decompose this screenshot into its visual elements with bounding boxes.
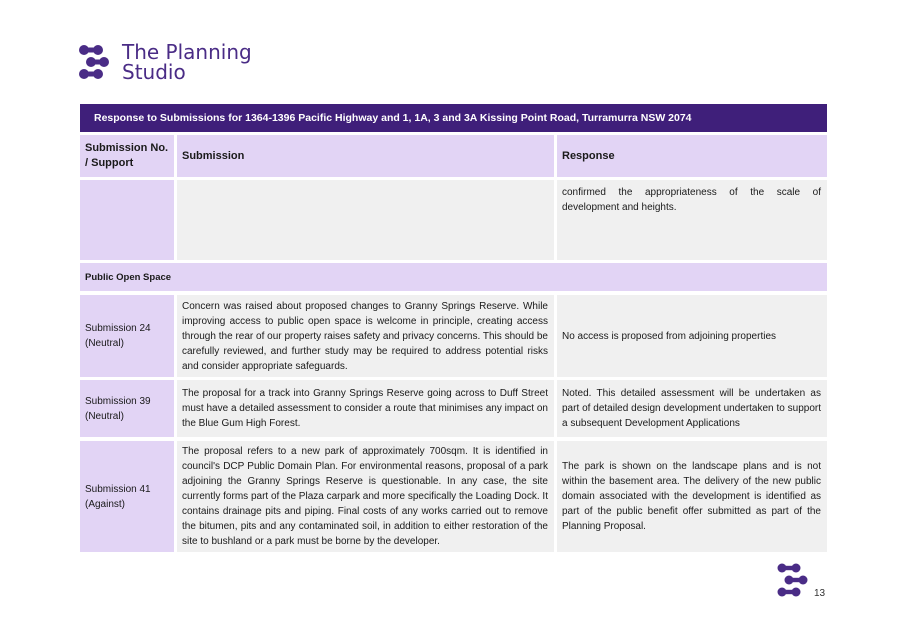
response-text: No access is proposed from adjoining properties bbox=[557, 295, 827, 377]
submission-stance: (Neutral) bbox=[85, 338, 124, 349]
section-title: Public Open Space bbox=[80, 263, 827, 291]
company-logo bbox=[78, 42, 252, 82]
continued-row-submission bbox=[177, 180, 554, 260]
submission-id: Submission 24 bbox=[85, 323, 151, 334]
submission-stance: (Neutral) bbox=[85, 410, 124, 422]
response-text: Noted. This detailed assessment will be undertaken as part of detailed design development undertaken to support a subsequent Development Applications bbox=[557, 380, 827, 437]
header-submission-no: Submission No. / Support bbox=[80, 135, 174, 177]
footer-logo-mark-icon bbox=[775, 562, 815, 598]
logo-line-1: The Planning bbox=[122, 40, 252, 64]
submission-text: The proposal refers to a new park of approximately 700sqm. It is identified in council's DCP Public Domain Plan. For environmental reasons, proposal of a park adjoining the Granny Springs Reserve is questionable. In any case, the site currently forms part of the Plaza carpark and more specifically the Loading Dock. It contains drainage pits and piping. Final costs of any works carried out to remove the bitumen, pits and any contaminated soil, in addition to either restoration of the site to bushland or a park must be borne by the developer. bbox=[177, 441, 554, 552]
logo-line-2: Studio bbox=[122, 60, 186, 84]
table-title-banner: Response to Submissions for 1364-1396 Pacific Highway and 1, 1A, 3 and 3A Kissing Point Road, Turramurra NSW 2074 bbox=[80, 104, 827, 132]
continued-row-id bbox=[80, 180, 174, 260]
submission-text: The proposal for a track into Granny Springs Reserve going across to Duff Street must have a detailed assessment to consider a route that minimises any impact on the Blue Gum High Forest. bbox=[177, 380, 554, 437]
continued-row-response: confirmed the appropriateness of the scale of development and heights. bbox=[557, 180, 827, 260]
submission-id-cell bbox=[80, 380, 174, 437]
submission-id-cell bbox=[80, 295, 174, 377]
submission-stance: (Against) bbox=[85, 498, 126, 510]
submission-id: Submission 39 bbox=[85, 395, 151, 407]
submission-text: Concern was raised about proposed changes to Granny Springs Reserve. While improving access to public open space is welcome in principle, creating access through the rear of our property raises safety and privacy concerns. This should be carefully reviewed, and further study may be required to address potential risks and consider appropriate safeguards. bbox=[177, 295, 554, 377]
header-submission: Submission bbox=[177, 135, 554, 177]
page-number: 13 bbox=[814, 588, 826, 599]
submission-id-cell bbox=[80, 441, 174, 552]
response-text: The park is shown on the landscape plans and is not within the basement area. The delivery of the new public domain associated with the development is identified as part of the public benefit offer submitted as part of the Planning Proposal. bbox=[557, 441, 827, 552]
logo-wordmark bbox=[122, 42, 252, 82]
logo-mark-icon bbox=[78, 44, 110, 80]
header-response: Response bbox=[557, 135, 827, 177]
submission-id: Submission 41 bbox=[85, 483, 151, 495]
